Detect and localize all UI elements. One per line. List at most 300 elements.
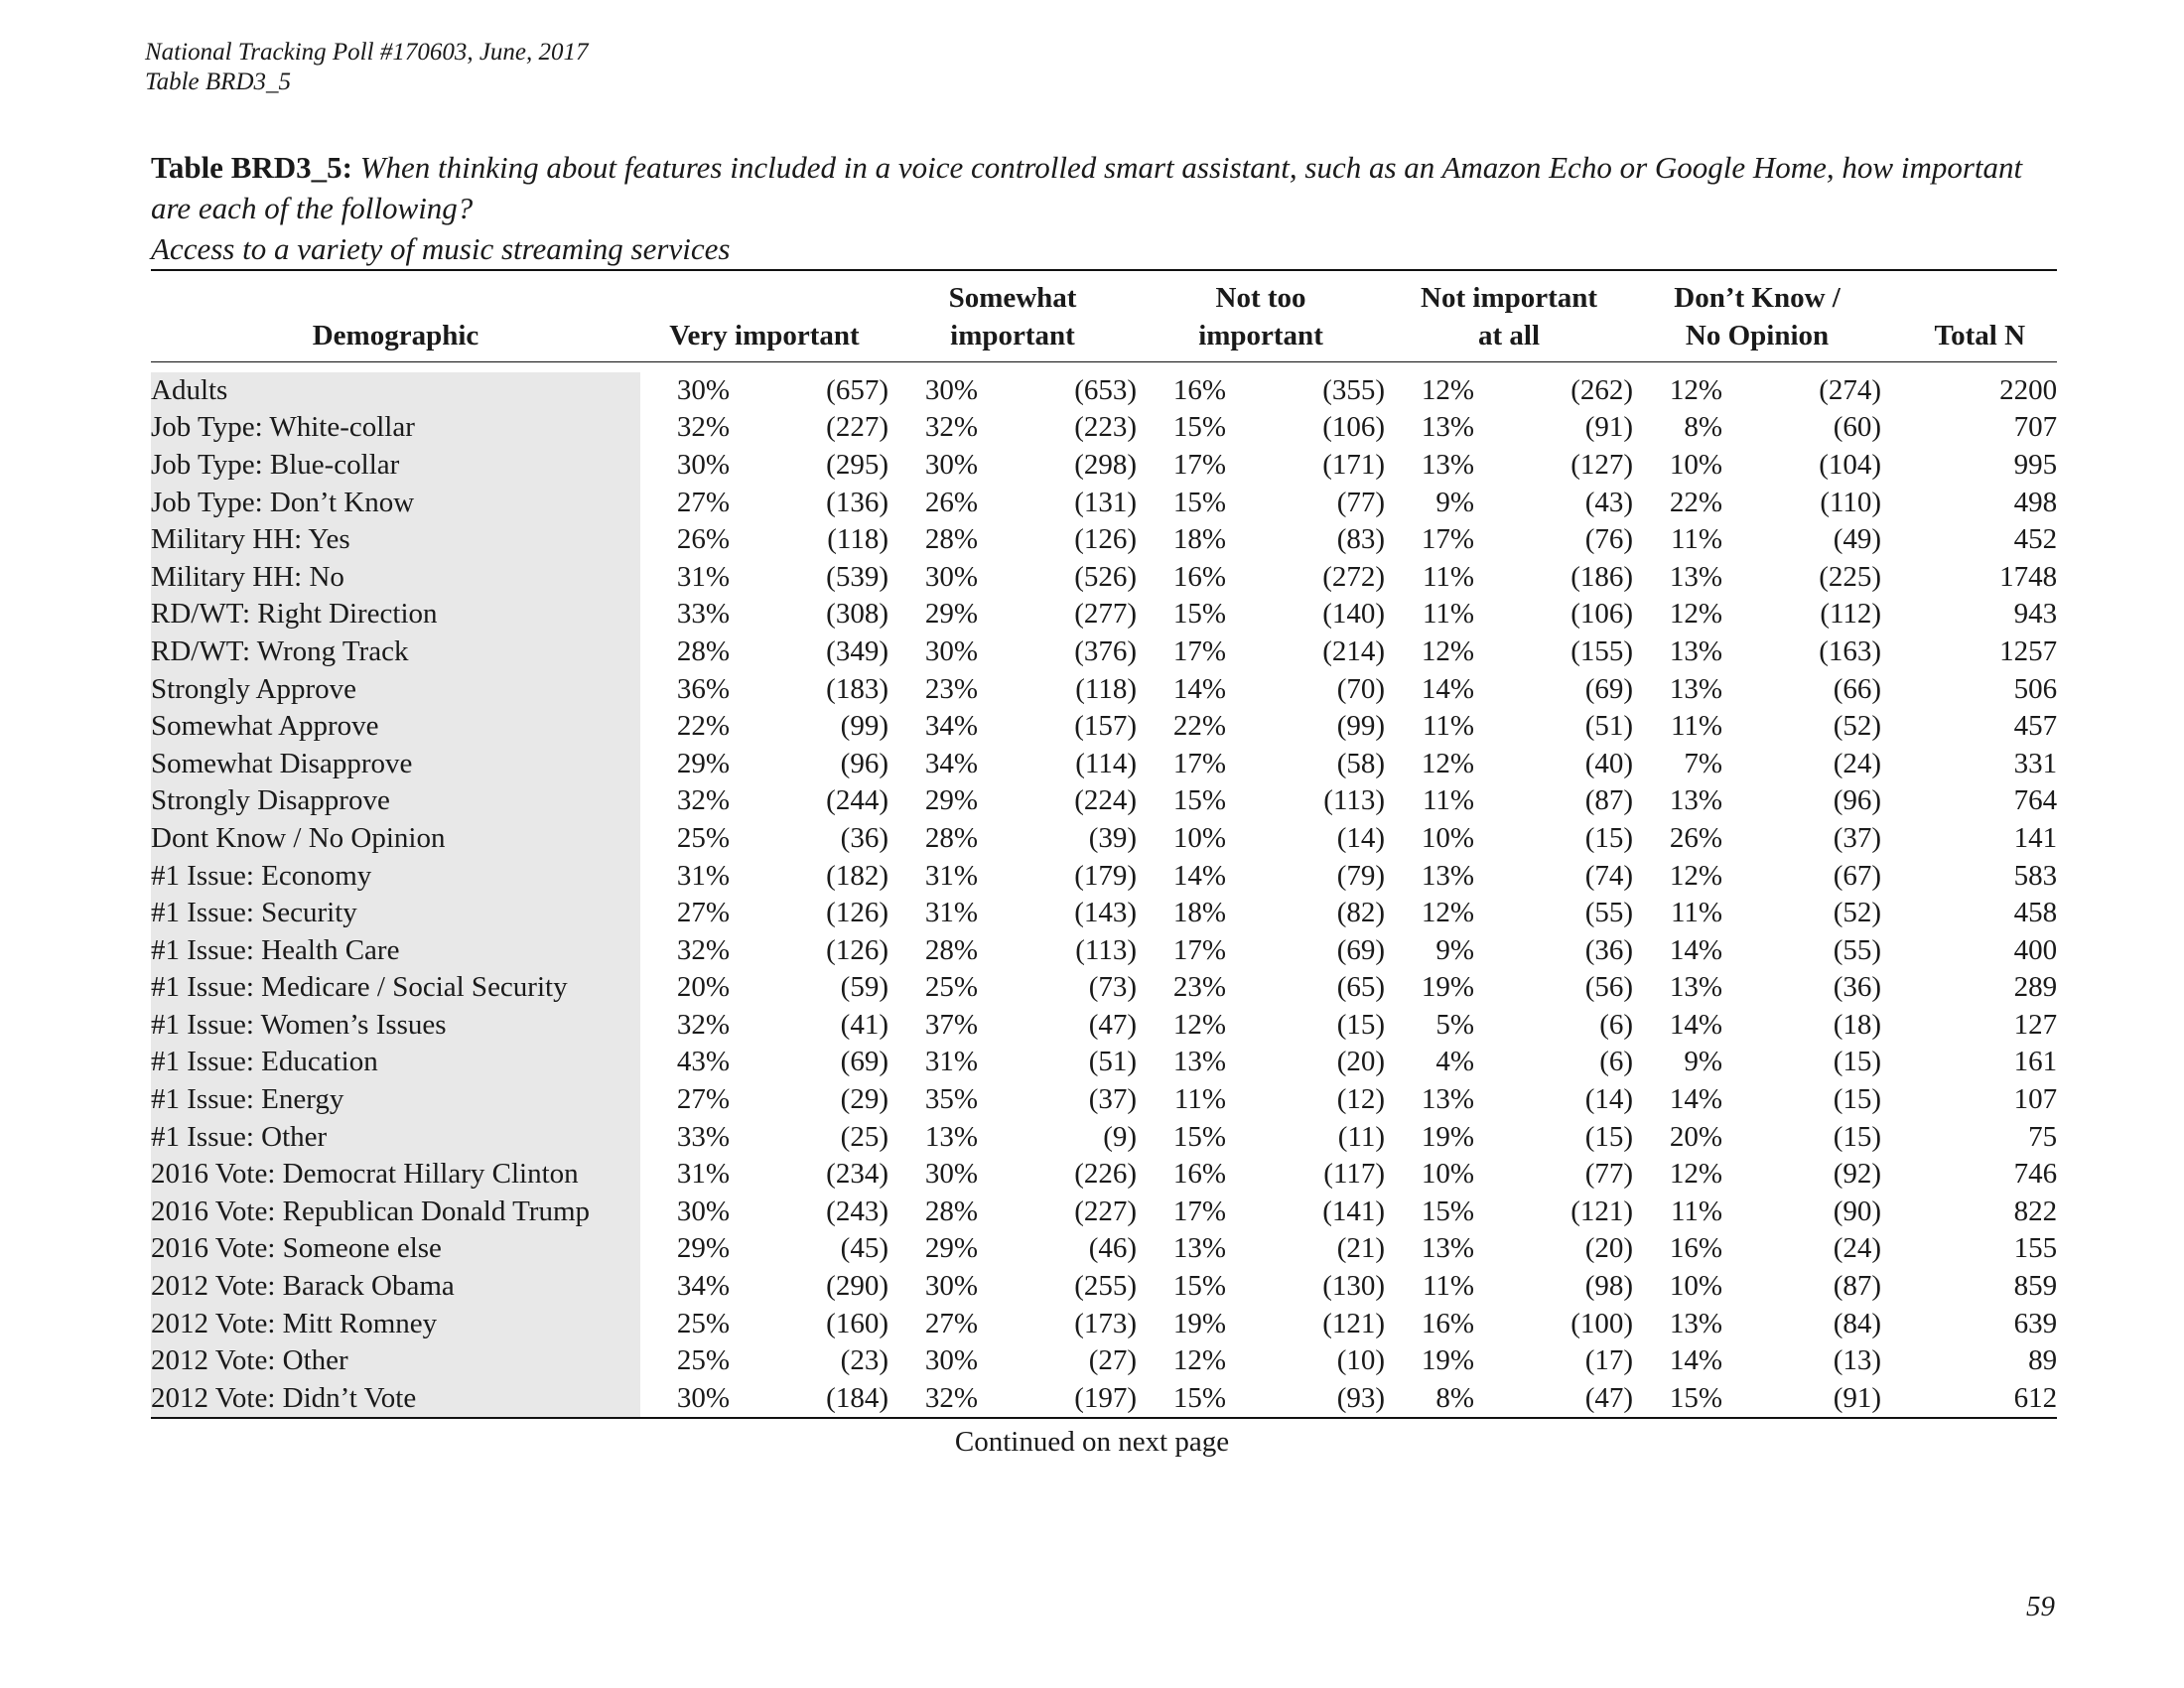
total-n: 822	[2013, 1195, 2058, 1227]
not-important-pct: 13%	[1421, 1232, 1475, 1265]
not-important-count: (40)	[1584, 747, 1634, 779]
somewhat-important-count: (113)	[1075, 933, 1138, 966]
somewhat-important-pct: 28%	[924, 523, 978, 556]
total-n: 161	[2013, 1046, 2058, 1078]
very-important-count: (126)	[826, 897, 888, 929]
very-important-pct: 32%	[676, 1008, 730, 1041]
very-important-pct: 31%	[676, 560, 730, 593]
not-too-important-count: (58)	[1336, 747, 1386, 779]
somewhat-important-count: (47)	[1088, 1008, 1138, 1041]
total-n: 583	[2013, 859, 2058, 892]
somewhat-important-count: (173)	[1074, 1307, 1138, 1339]
total-n: 89	[2028, 1344, 2058, 1377]
not-important-pct: 12%	[1421, 897, 1475, 929]
very-important-pct: 25%	[676, 821, 730, 854]
dont-know-count: (37)	[1833, 821, 1882, 854]
table-row	[151, 596, 2057, 633]
not-too-important-count: (83)	[1336, 523, 1386, 556]
very-important-count: (227)	[826, 411, 888, 444]
total-n: 612	[1881, 1380, 2057, 1419]
dont-know-count: (91)	[1722, 1380, 1881, 1419]
somewhat-important-pct: 37%	[924, 1008, 978, 1041]
very-important-count: (244)	[826, 784, 888, 817]
total-n: 995	[2013, 448, 2058, 481]
table-row	[151, 1380, 2057, 1419]
total-n: 746	[2013, 1158, 2058, 1191]
not-too-important-pct: 13%	[1172, 1232, 1227, 1265]
not-important-count: (100)	[1570, 1307, 1634, 1339]
not-important-count: (69)	[1584, 672, 1634, 705]
dont-know-count: (24)	[1833, 747, 1882, 779]
not-important-pct: 12%	[1421, 634, 1475, 667]
somewhat-important-pct: 30%	[924, 560, 978, 593]
very-important-count: (184)	[730, 1380, 888, 1419]
somewhat-important-count: (143)	[1074, 897, 1138, 929]
very-important-pct: 30%	[676, 1195, 730, 1227]
dont-know-pct: 20%	[1669, 1120, 1723, 1153]
row-label: #1 Issue: Economy	[151, 857, 640, 895]
row-label: #1 Issue: Other	[151, 1118, 640, 1156]
somewhat-important-count: (27)	[1088, 1344, 1138, 1377]
col-demographic: Demographic	[151, 270, 640, 361]
very-important-count: (45)	[840, 1232, 888, 1265]
dont-know-pct: 13%	[1669, 634, 1723, 667]
row-label: Job Type: White-collar	[151, 409, 640, 447]
total-n: 107	[2013, 1083, 2058, 1116]
very-important-count: (99)	[840, 710, 888, 743]
very-important-count: (23)	[840, 1344, 888, 1377]
somewhat-important-pct: 32%	[888, 1380, 978, 1419]
somewhat-important-pct: 29%	[924, 1232, 978, 1265]
caption-question: When thinking about features included in a voice controlled smart assistant, such as an Amazon Echo or Google Home, how important are each of the following?	[151, 150, 2023, 225]
table-row	[151, 1007, 2057, 1045]
very-important-pct: 22%	[676, 710, 730, 743]
not-important-count: (186)	[1570, 560, 1634, 593]
not-too-important-pct: 16%	[1172, 560, 1227, 593]
table-row	[151, 820, 2057, 858]
dont-know-count: (90)	[1833, 1195, 1882, 1227]
table-row	[151, 969, 2057, 1007]
table-row	[151, 1044, 2057, 1081]
not-too-important-count: (11)	[1337, 1120, 1386, 1153]
total-n: 331	[2013, 747, 2058, 779]
very-important-count: (118)	[827, 523, 888, 556]
very-important-count: (234)	[826, 1158, 888, 1191]
not-too-important-pct: 14%	[1172, 859, 1227, 892]
very-important-count: (59)	[840, 971, 888, 1004]
somewhat-important-pct: 30%	[924, 1158, 978, 1191]
dont-know-count: (84)	[1833, 1307, 1882, 1339]
not-important-pct: 11%	[1422, 1270, 1475, 1303]
dont-know-pct: 9%	[1684, 1046, 1723, 1078]
very-important-pct: 27%	[676, 486, 730, 518]
somewhat-important-count: (223)	[1074, 411, 1138, 444]
very-important-pct: 31%	[676, 859, 730, 892]
total-n: 452	[2013, 523, 2058, 556]
very-important-pct: 34%	[676, 1270, 730, 1303]
somewhat-important-count: (131)	[1074, 486, 1138, 518]
dont-know-pct: 14%	[1669, 1344, 1723, 1377]
table-id: Table BRD3_5	[145, 69, 291, 95]
very-important-pct: 33%	[676, 1120, 730, 1153]
dont-know-pct: 7%	[1684, 747, 1723, 779]
dont-know-pct: 12%	[1669, 859, 1723, 892]
very-important-pct: 25%	[676, 1307, 730, 1339]
somewhat-important-count: (39)	[1088, 821, 1138, 854]
dont-know-count: (163)	[1819, 634, 1882, 667]
dont-know-pct: 8%	[1684, 411, 1723, 444]
not-too-important-pct: 18%	[1172, 897, 1227, 929]
not-too-important-count: (21)	[1336, 1232, 1386, 1265]
row-label: 2012 Vote: Didn’t Vote	[151, 1380, 640, 1419]
dont-know-pct: 12%	[1669, 1158, 1723, 1191]
somewhat-important-pct: 23%	[924, 672, 978, 705]
not-important-pct: 12%	[1421, 373, 1475, 406]
not-important-pct: 10%	[1421, 821, 1475, 854]
not-important-pct: 14%	[1421, 672, 1475, 705]
total-n: 400	[2013, 933, 2058, 966]
total-n: 1748	[1999, 560, 2058, 593]
dont-know-pct: 13%	[1669, 672, 1723, 705]
table-row	[151, 1194, 2057, 1231]
not-important-pct: 5%	[1435, 1008, 1475, 1041]
running-head	[145, 38, 589, 97]
somewhat-important-pct: 35%	[924, 1083, 978, 1116]
not-too-important-pct: 15%	[1137, 1380, 1226, 1419]
dont-know-count: (92)	[1833, 1158, 1882, 1191]
total-n: 859	[2013, 1270, 2058, 1303]
dont-know-count: (60)	[1833, 411, 1882, 444]
somewhat-important-pct: 28%	[924, 1195, 978, 1227]
row-label: Dont Know / No Opinion	[151, 820, 640, 858]
not-too-important-count: (117)	[1323, 1158, 1386, 1191]
somewhat-important-count: (37)	[1088, 1083, 1138, 1116]
dont-know-pct: 15%	[1633, 1380, 1722, 1419]
table-row	[151, 1081, 2057, 1119]
not-too-important-pct: 15%	[1172, 411, 1227, 444]
table-caption	[151, 147, 2062, 269]
total-n: 141	[2013, 821, 2058, 854]
not-important-pct: 11%	[1422, 560, 1475, 593]
not-important-count: (36)	[1584, 933, 1634, 966]
table-row	[151, 558, 2057, 596]
table-row	[151, 931, 2057, 969]
row-label: #1 Issue: Medicare / Social Security	[151, 969, 640, 1007]
table-row	[151, 782, 2057, 820]
somewhat-important-count: (226)	[1074, 1158, 1138, 1191]
dont-know-count: (104)	[1819, 448, 1882, 481]
not-important-count: (15)	[1584, 1120, 1634, 1153]
row-label: 2012 Vote: Mitt Romney	[151, 1305, 640, 1342]
dont-know-pct: 14%	[1669, 933, 1723, 966]
total-n: 75	[2028, 1120, 2058, 1153]
not-important-count: (14)	[1584, 1083, 1634, 1116]
not-too-important-pct: 15%	[1172, 784, 1227, 817]
total-n: 1257	[1999, 634, 2058, 667]
not-too-important-pct: 15%	[1172, 486, 1227, 518]
not-important-pct: 13%	[1421, 1083, 1475, 1116]
somewhat-important-pct: 26%	[924, 486, 978, 518]
very-important-pct: 28%	[676, 634, 730, 667]
row-label: #1 Issue: Women’s Issues	[151, 1007, 640, 1045]
not-too-important-pct: 15%	[1172, 1270, 1227, 1303]
row-label: 2012 Vote: Other	[151, 1342, 640, 1380]
somewhat-important-count: (114)	[1075, 747, 1138, 779]
somewhat-important-pct: 28%	[924, 821, 978, 854]
not-important-pct: 19%	[1421, 1120, 1475, 1153]
not-too-important-count: (113)	[1323, 784, 1386, 817]
very-important-count: (349)	[826, 634, 888, 667]
table-row	[151, 1268, 2057, 1306]
total-n: 707	[2013, 411, 2058, 444]
very-important-count: (243)	[826, 1195, 888, 1227]
not-important-pct: 13%	[1421, 448, 1475, 481]
very-important-count: (126)	[826, 933, 888, 966]
not-too-important-count: (14)	[1336, 821, 1386, 854]
table-row	[151, 447, 2057, 485]
very-important-pct: 29%	[676, 1232, 730, 1265]
somewhat-important-pct: 28%	[924, 933, 978, 966]
row-label: Somewhat Disapprove	[151, 745, 640, 782]
not-important-pct: 11%	[1422, 784, 1475, 817]
not-important-count: (51)	[1584, 710, 1634, 743]
very-important-pct: 25%	[676, 1344, 730, 1377]
row-label: #1 Issue: Security	[151, 895, 640, 932]
not-too-important-count: (93)	[1226, 1380, 1385, 1419]
dont-know-count: (15)	[1833, 1120, 1882, 1153]
total-n: 457	[2013, 710, 2058, 743]
dont-know-count: (66)	[1833, 672, 1882, 705]
somewhat-important-pct: 30%	[924, 634, 978, 667]
not-important-count: (87)	[1584, 784, 1634, 817]
not-too-important-pct: 15%	[1172, 598, 1227, 631]
very-important-pct: 36%	[676, 672, 730, 705]
col-not-too-important: Not too important	[1137, 270, 1385, 361]
very-important-count: (295)	[826, 448, 888, 481]
total-n: 289	[2013, 971, 2058, 1004]
not-important-count: (17)	[1584, 1344, 1634, 1377]
not-important-pct: 11%	[1422, 710, 1475, 743]
somewhat-important-pct: 29%	[924, 784, 978, 817]
dont-know-count: (15)	[1833, 1046, 1882, 1078]
very-important-count: (29)	[840, 1083, 888, 1116]
very-important-pct: 20%	[676, 971, 730, 1004]
not-important-pct: 9%	[1435, 486, 1475, 518]
not-too-important-count: (79)	[1336, 859, 1386, 892]
not-too-important-pct: 17%	[1172, 933, 1227, 966]
dont-know-count: (274)	[1819, 373, 1882, 406]
somewhat-important-count: (118)	[1075, 672, 1138, 705]
table-row	[151, 895, 2057, 932]
dont-know-count: (15)	[1833, 1083, 1882, 1116]
dont-know-pct: 14%	[1669, 1008, 1723, 1041]
not-too-important-pct: 10%	[1172, 821, 1227, 854]
not-important-pct: 4%	[1435, 1046, 1475, 1078]
very-important-pct: 43%	[676, 1046, 730, 1078]
not-too-important-count: (171)	[1322, 448, 1386, 481]
not-important-count: (55)	[1584, 897, 1634, 929]
somewhat-important-count: (126)	[1074, 523, 1138, 556]
table-row	[151, 521, 2057, 559]
dont-know-count: (49)	[1833, 523, 1882, 556]
total-n: 943	[2013, 598, 2058, 631]
not-too-important-count: (15)	[1336, 1008, 1386, 1041]
not-too-important-pct: 22%	[1172, 710, 1227, 743]
row-label: Somewhat Approve	[151, 708, 640, 746]
not-too-important-pct: 17%	[1172, 634, 1227, 667]
dont-know-pct: 11%	[1670, 897, 1723, 929]
dont-know-pct: 11%	[1670, 523, 1723, 556]
not-important-count: (47)	[1474, 1380, 1633, 1419]
very-important-count: (136)	[826, 486, 888, 518]
somewhat-important-pct: 13%	[924, 1120, 978, 1153]
very-important-count: (183)	[826, 672, 888, 705]
not-too-important-pct: 17%	[1172, 1195, 1227, 1227]
table-row	[151, 745, 2057, 782]
dont-know-count: (13)	[1833, 1344, 1882, 1377]
dont-know-pct: 10%	[1669, 448, 1723, 481]
somewhat-important-pct: 31%	[924, 897, 978, 929]
very-important-pct: 32%	[676, 933, 730, 966]
dont-know-count: (112)	[1820, 598, 1882, 631]
not-important-pct: 10%	[1421, 1158, 1475, 1191]
table-row	[151, 1118, 2057, 1156]
not-important-count: (91)	[1584, 411, 1634, 444]
dont-know-count: (36)	[1833, 971, 1882, 1004]
somewhat-important-pct: 27%	[924, 1307, 978, 1339]
not-too-important-count: (69)	[1336, 933, 1386, 966]
very-important-count: (41)	[840, 1008, 888, 1041]
page-number: 59	[2026, 1591, 2055, 1622]
not-important-pct: 8%	[1385, 1380, 1474, 1419]
col-somewhat-important: Somewhat important	[888, 270, 1137, 361]
very-important-pct: 27%	[676, 897, 730, 929]
very-important-pct: 30%	[640, 1380, 730, 1419]
dont-know-pct: 12%	[1669, 598, 1723, 631]
col-dont-know: Don’t Know / No Opinion	[1633, 270, 1881, 361]
somewhat-important-count: (73)	[1088, 971, 1138, 1004]
somewhat-important-count: (277)	[1074, 598, 1138, 631]
somewhat-important-count: (255)	[1074, 1270, 1138, 1303]
not-too-important-pct: 23%	[1172, 971, 1227, 1004]
not-important-count: (20)	[1584, 1232, 1634, 1265]
not-important-count: (76)	[1584, 523, 1634, 556]
somewhat-important-pct: 29%	[924, 598, 978, 631]
table-row	[151, 708, 2057, 746]
somewhat-important-pct: 30%	[924, 1270, 978, 1303]
somewhat-important-count: (376)	[1074, 634, 1138, 667]
row-label: #1 Issue: Education	[151, 1044, 640, 1081]
dont-know-pct: 26%	[1669, 821, 1723, 854]
not-too-important-count: (65)	[1336, 971, 1386, 1004]
table-row	[151, 857, 2057, 895]
very-important-pct: 30%	[676, 373, 730, 406]
very-important-count: (290)	[826, 1270, 888, 1303]
table-row	[151, 409, 2057, 447]
not-too-important-count: (12)	[1336, 1083, 1386, 1116]
very-important-count: (308)	[826, 598, 888, 631]
table-row	[151, 372, 2057, 410]
row-label: 2016 Vote: Republican Donald Trump	[151, 1194, 640, 1231]
dont-know-pct: 12%	[1669, 373, 1723, 406]
row-label: 2016 Vote: Democrat Hillary Clinton	[151, 1156, 640, 1194]
continued-note: Continued on next page	[954, 1426, 1230, 1458]
somewhat-important-count: (51)	[1088, 1046, 1138, 1078]
somewhat-important-pct: 30%	[924, 373, 978, 406]
not-too-important-count: (214)	[1322, 634, 1386, 667]
not-important-pct: 11%	[1422, 598, 1475, 631]
not-important-pct: 19%	[1421, 971, 1475, 1004]
total-n: 764	[2013, 784, 2058, 817]
somewhat-important-pct: 30%	[924, 448, 978, 481]
not-important-count: (74)	[1584, 859, 1634, 892]
very-important-count: (36)	[840, 821, 888, 854]
very-important-count: (160)	[826, 1307, 888, 1339]
not-too-important-pct: 16%	[1172, 373, 1227, 406]
somewhat-important-pct: 34%	[924, 747, 978, 779]
col-not-important-at-all: Not important at all	[1385, 270, 1633, 361]
poll-title: National Tracking Poll #170603, June, 2017	[145, 39, 589, 66]
very-important-count: (657)	[826, 373, 888, 406]
dont-know-pct: 13%	[1669, 971, 1723, 1004]
not-too-important-pct: 15%	[1172, 1120, 1227, 1153]
not-important-count: (121)	[1570, 1195, 1634, 1227]
table-row	[151, 633, 2057, 671]
very-important-count: (96)	[840, 747, 888, 779]
not-important-count: (15)	[1584, 821, 1634, 854]
not-too-important-count: (121)	[1322, 1307, 1386, 1339]
row-label: Military HH: Yes	[151, 521, 640, 559]
not-important-count: (262)	[1570, 373, 1634, 406]
very-important-pct: 27%	[676, 1083, 730, 1116]
crosstab-table	[151, 269, 2057, 1419]
row-label: #1 Issue: Energy	[151, 1081, 640, 1119]
not-too-important-pct: 16%	[1172, 1158, 1227, 1191]
very-important-pct: 26%	[676, 523, 730, 556]
somewhat-important-pct: 34%	[924, 710, 978, 743]
dont-know-count: (110)	[1820, 486, 1882, 518]
somewhat-important-count: (9)	[1103, 1120, 1138, 1153]
not-important-count: (56)	[1584, 971, 1634, 1004]
somewhat-important-count: (653)	[1074, 373, 1138, 406]
not-too-important-count: (106)	[1322, 411, 1386, 444]
somewhat-important-count: (197)	[978, 1380, 1137, 1419]
somewhat-important-count: (224)	[1074, 784, 1138, 817]
dont-know-pct: 16%	[1669, 1232, 1723, 1265]
not-important-pct: 13%	[1421, 411, 1475, 444]
dont-know-count: (52)	[1833, 710, 1882, 743]
somewhat-important-count: (227)	[1074, 1195, 1138, 1227]
header-row	[151, 270, 2057, 361]
not-important-pct: 15%	[1421, 1195, 1475, 1227]
col-very-important: Very important	[640, 270, 888, 361]
very-important-pct: 29%	[676, 747, 730, 779]
very-important-count: (25)	[840, 1120, 888, 1153]
very-important-pct: 33%	[676, 598, 730, 631]
not-too-important-count: (272)	[1322, 560, 1386, 593]
dont-know-pct: 10%	[1669, 1270, 1723, 1303]
total-n: 155	[2013, 1232, 2058, 1265]
not-too-important-pct: 17%	[1172, 448, 1227, 481]
not-too-important-pct: 19%	[1172, 1307, 1227, 1339]
not-too-important-count: (99)	[1336, 710, 1386, 743]
not-too-important-pct: 13%	[1172, 1046, 1227, 1078]
caption-subtitle: Access to a variety of music streaming services	[151, 231, 731, 266]
not-important-count: (155)	[1570, 634, 1634, 667]
not-too-important-count: (82)	[1336, 897, 1386, 929]
not-too-important-pct: 11%	[1173, 1083, 1227, 1116]
somewhat-important-pct: 31%	[924, 1046, 978, 1078]
